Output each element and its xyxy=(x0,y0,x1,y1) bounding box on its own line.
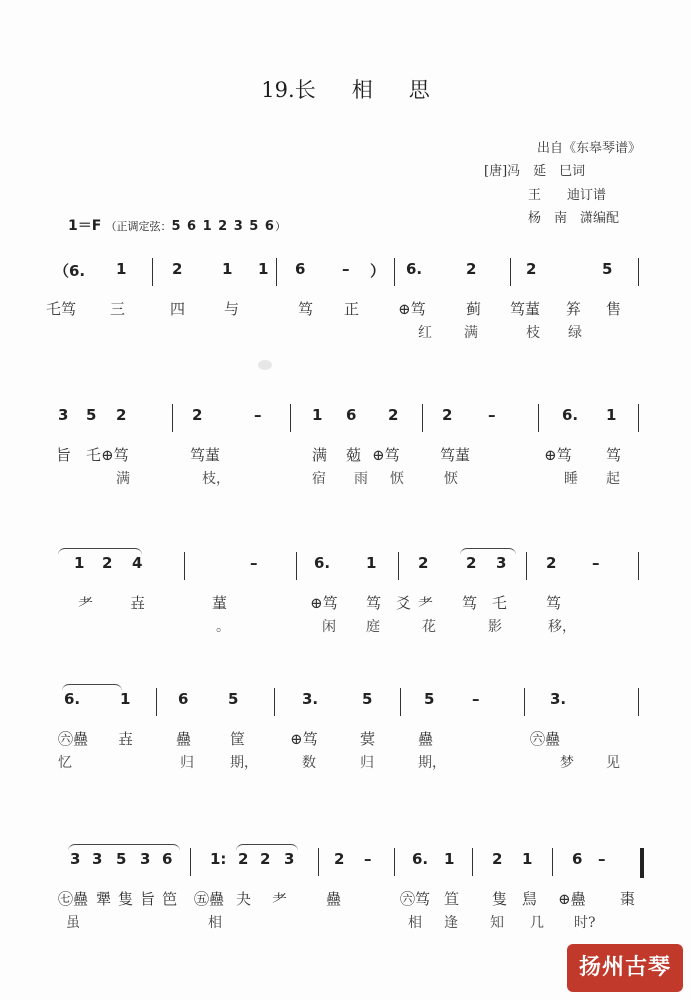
lyric-char: 相 xyxy=(408,915,422,931)
tab-char: 蓂 xyxy=(360,730,376,748)
note: – xyxy=(250,554,258,572)
barline xyxy=(318,848,319,876)
tab-char: 乇⊕笃 xyxy=(86,446,129,464)
note: – xyxy=(472,690,480,708)
lyric-char: 期， xyxy=(230,755,258,771)
tab-char: 乇 xyxy=(492,594,508,612)
note: 1 xyxy=(258,260,269,278)
barline xyxy=(398,552,399,580)
tab-char: 壵 xyxy=(130,594,146,612)
barline xyxy=(638,404,639,432)
barline xyxy=(638,688,639,716)
tab-char: ⊕笃 xyxy=(310,594,338,612)
lyric-char: 恹 xyxy=(390,471,404,487)
note: 1 xyxy=(312,406,323,424)
lyric-char: 恹 xyxy=(444,471,458,487)
note: 6 xyxy=(178,690,189,708)
note: – xyxy=(364,850,372,868)
tab-char: 笃 xyxy=(366,594,382,612)
note: 3 xyxy=(92,850,103,868)
credit-editor: 王 迪订谱 xyxy=(528,188,607,203)
note: 2 xyxy=(102,554,113,572)
barline xyxy=(422,404,423,432)
note: 2 xyxy=(526,260,537,278)
note: 2 xyxy=(388,406,399,424)
note: 2 xyxy=(418,554,429,572)
lyric-char: 睡 xyxy=(564,471,578,487)
key-signature: 1＝F xyxy=(68,218,102,234)
barline xyxy=(394,258,395,286)
tab-char: 蠱 xyxy=(326,890,342,908)
score-system-5 xyxy=(40,848,650,948)
tab-char: 满 xyxy=(312,446,328,464)
barline xyxy=(394,848,395,876)
tab-char: 笃 xyxy=(546,594,562,612)
note: 5 xyxy=(362,690,373,708)
tab-char: 笃 xyxy=(606,446,622,464)
tuning-strings: 5 6 1 2 3 5 6 xyxy=(171,219,275,234)
barline xyxy=(172,404,173,432)
note: 1 xyxy=(222,260,233,278)
lyric-char: 时? xyxy=(574,915,596,931)
note: 3 xyxy=(284,850,295,868)
tab-char: 舃 xyxy=(522,890,538,908)
tab-char: 夬 xyxy=(236,890,252,908)
lyric-char: 闲 xyxy=(322,619,336,635)
note: 5 xyxy=(424,690,435,708)
tab-char: 蓟 xyxy=(466,300,482,318)
tab-char: 与 xyxy=(224,300,240,318)
lyric-char: 归 xyxy=(360,755,374,771)
note: 1 xyxy=(120,690,131,708)
note: 6 xyxy=(572,850,583,868)
note: 1 xyxy=(366,554,377,572)
score-system-2 xyxy=(40,404,650,504)
note: 6 xyxy=(346,406,357,424)
note: 5 xyxy=(86,406,97,424)
tab-char: 正 xyxy=(344,300,360,318)
note: 1: xyxy=(210,850,227,868)
tab-char: 笃蓳 xyxy=(440,446,471,464)
score-system-1 xyxy=(40,258,650,358)
credit-source: 出自《东皋琴谱》 xyxy=(537,141,642,156)
lyric-char: 庭 xyxy=(366,619,380,635)
note: 1 xyxy=(522,850,533,868)
tab-char: 耂 xyxy=(272,890,288,908)
tab-char: ㊅蠱 xyxy=(58,730,89,748)
tab-char: ⊕笃 xyxy=(372,446,400,464)
barline xyxy=(276,258,277,286)
notation-row xyxy=(40,406,650,432)
barline xyxy=(190,848,191,876)
notation-row xyxy=(40,260,650,286)
note: 6. xyxy=(562,406,579,424)
lyric-char: 数 xyxy=(302,755,316,771)
note: 2 xyxy=(116,406,127,424)
lyric-char: 期， xyxy=(418,755,446,771)
barline xyxy=(472,848,473,876)
lyric-char: 宿 xyxy=(312,471,326,487)
note: – xyxy=(598,850,606,868)
tab-char: 四 xyxy=(170,300,186,318)
note: 3 xyxy=(58,406,69,424)
barline xyxy=(274,688,275,716)
tab-char: 乇笃 xyxy=(46,300,77,318)
tab-char: 笃蓳 xyxy=(190,446,221,464)
tab-char: 旨 xyxy=(56,446,72,464)
tab-char: 棗 xyxy=(620,890,636,908)
lyric-char: 逢 xyxy=(444,915,458,931)
barline xyxy=(526,552,527,580)
note: 2 xyxy=(492,850,503,868)
title-char-3: 思 xyxy=(408,78,430,102)
tab-char: 旨 xyxy=(140,890,156,908)
note: 2 xyxy=(192,406,203,424)
note: 2 xyxy=(334,850,345,868)
note: 5 xyxy=(228,690,239,708)
note: – xyxy=(592,554,600,572)
lyric-char: 。 xyxy=(216,619,230,635)
tab-char: 隻 xyxy=(118,890,134,908)
note: ） xyxy=(370,262,386,280)
tab-char: 售 xyxy=(606,300,622,318)
watermark-logo: 扬州古琴 xyxy=(567,944,683,992)
tab-char: 笃 xyxy=(462,594,478,612)
note: 3. xyxy=(550,690,567,708)
lyric-char: 见 xyxy=(606,755,620,771)
lyric-char: 相 xyxy=(208,915,222,931)
lyric-char: 绿 xyxy=(568,325,582,341)
note: 2 xyxy=(546,554,557,572)
lyric-char: 知 xyxy=(490,915,504,931)
page-title xyxy=(0,74,691,104)
tab-char: ⊕笃 xyxy=(544,446,572,464)
note: – xyxy=(342,260,350,278)
barline xyxy=(552,848,553,876)
tab-char: ㊄蠱 xyxy=(194,890,225,908)
barline xyxy=(638,552,639,580)
tab-char: ⊕笃 xyxy=(398,300,426,318)
barline xyxy=(152,258,153,286)
tab-char: 笃 xyxy=(298,300,314,318)
lyric-char: 影 xyxy=(488,619,502,635)
barline xyxy=(510,258,511,286)
barline xyxy=(524,688,525,716)
tuning-line xyxy=(68,215,286,235)
lyric-char: 起 xyxy=(606,471,620,487)
tab-char: 壵 xyxy=(118,730,134,748)
note: 1 xyxy=(74,554,85,572)
note: 2 xyxy=(466,260,477,278)
notation-row xyxy=(40,690,650,716)
lyric-char: 梦 xyxy=(560,755,574,771)
note: 3 xyxy=(140,850,151,868)
score-system-3 xyxy=(40,552,650,652)
paper-speck xyxy=(258,360,272,370)
note: 3 xyxy=(70,850,81,868)
lyric-char: 雨 xyxy=(354,471,368,487)
tab-char: ⊕笃 xyxy=(290,730,318,748)
tab-char: 犟 xyxy=(96,890,112,908)
score-system-4 xyxy=(40,688,650,788)
lyric-char: 满 xyxy=(116,471,130,487)
tuning-label: （正调定弦： xyxy=(105,220,172,233)
barline xyxy=(400,688,401,716)
tab-char: 耂 xyxy=(418,594,434,612)
lyric-char: 满 xyxy=(464,325,478,341)
tuning-close: ） xyxy=(274,220,286,233)
tab-char: 耂 xyxy=(78,594,94,612)
tab-char: 笆 xyxy=(162,890,178,908)
title-char-1: 长 xyxy=(294,78,316,102)
note: 6. xyxy=(64,690,81,708)
tab-char: 三 xyxy=(110,300,126,318)
title-char-2: 相 xyxy=(351,78,373,102)
note: 5 xyxy=(602,260,613,278)
barline xyxy=(538,404,539,432)
tab-char: ㊆蠱 xyxy=(58,890,89,908)
note: – xyxy=(254,406,262,424)
note: 6 xyxy=(162,850,173,868)
tab-char: 笲 xyxy=(566,300,582,318)
note: 6. xyxy=(406,260,423,278)
credit-arranger: 杨 南 潇编配 xyxy=(528,211,620,226)
note: 6. xyxy=(412,850,429,868)
note: 1 xyxy=(606,406,617,424)
lyric-char: 虽 xyxy=(66,915,80,931)
lyric-char: 移， xyxy=(548,619,576,635)
note: 6. xyxy=(314,554,331,572)
note: 2 xyxy=(260,850,271,868)
note: 3 xyxy=(496,554,507,572)
note: 1 xyxy=(444,850,455,868)
tab-char: 蠱 xyxy=(418,730,434,748)
tab-char: ㊅蠱 xyxy=(530,730,561,748)
barline xyxy=(184,552,185,580)
tab-char: ㊅笃 xyxy=(400,890,431,908)
barline xyxy=(290,404,291,432)
note: 4 xyxy=(132,554,143,572)
tab-char: 蠱 xyxy=(176,730,192,748)
tab-char: 笪 xyxy=(444,890,460,908)
note: 2 xyxy=(442,406,453,424)
tab-char: 葂 xyxy=(346,446,362,464)
note: 3. xyxy=(302,690,319,708)
lyric-char: 几 xyxy=(530,915,544,931)
barline xyxy=(156,688,157,716)
barline xyxy=(638,258,639,286)
barline xyxy=(296,552,297,580)
note: 2 xyxy=(466,554,477,572)
tab-char: 隻 xyxy=(492,890,508,908)
tab-char: 笃蓳 xyxy=(510,300,541,318)
note: 1 xyxy=(116,260,127,278)
lyric-char: 忆 xyxy=(58,755,72,771)
note: 2 xyxy=(172,260,183,278)
note: 6 xyxy=(295,260,306,278)
note: 5 xyxy=(116,850,127,868)
note: （6. xyxy=(54,262,86,280)
notation-row xyxy=(40,554,650,580)
credit-lyricist: [唐]冯 延 巳词 xyxy=(484,164,586,179)
notation-row xyxy=(40,850,650,876)
lyric-char: 红 xyxy=(418,325,432,341)
lyric-char: 归 xyxy=(180,755,194,771)
tab-char: 爻 xyxy=(396,594,412,612)
note: 2 xyxy=(238,850,249,868)
tab-char: 蓳 xyxy=(212,594,228,612)
note: – xyxy=(488,406,496,424)
lyric-char: 枝 xyxy=(526,325,540,341)
title-number: 19. xyxy=(261,78,295,102)
lyric-char: 枝， xyxy=(202,471,230,487)
tab-char: ⊕蠱 xyxy=(558,890,586,908)
tab-char: 筐 xyxy=(230,730,246,748)
lyric-char: 花 xyxy=(422,619,436,635)
final-barline xyxy=(640,848,644,878)
